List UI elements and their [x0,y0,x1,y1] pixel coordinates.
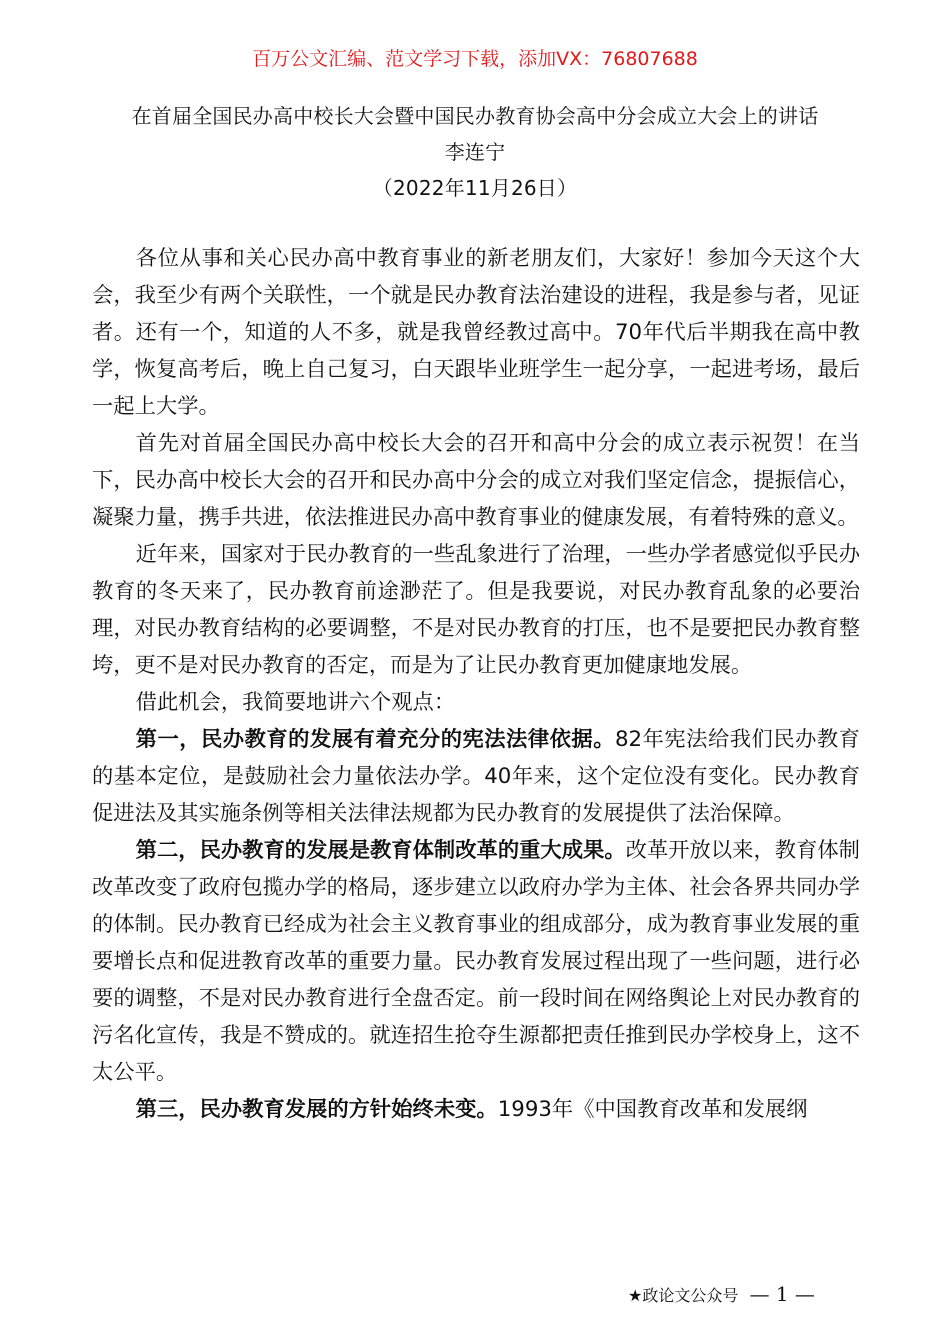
page-number-value: 1 [775,1282,789,1306]
paragraph-text: 近年来，国家对于民办教育的一些乱象进行了治理，一些办学者感觉似乎民办教育的冬天来了，民办教育前途渺茫了。但是我要说，对民办教育乱象的必要治理，对民办教育结构的必要调整，不是对民办教育的打压，也不是要把民办教育整垮，更不是对民办教育的否定，而是为了让民办教育更加健康地发展。 [92,542,860,678]
paragraph [92,240,860,425]
page-footer [628,1282,821,1308]
paragraph-text: 改革开放以来，教育体制改革改变了政府包揽办学的格局，逐步建立以政府办学为主体、社会各界共同办学的体制。民办教育已经成为社会主义教育事业的组成部分，成为教育事业发展的重要增长点和促进教育改革的重要力量。民办教育发展过程出现了一些问题，进行必要的调整，不是对民办教育进行全盘否定。前一段时间在网络舆论上对民办教育的污名化宣传，我是不赞成的。就连招生抢夺生源都把责任推到民办学校身上，这不太公平。 [92,838,860,1085]
speaker-name: 李连宁 [444,140,506,164]
paragraph-lead: 第一，民办教育的发展有着充分的宪法法律依据。 [135,727,615,752]
paragraph [92,1091,860,1128]
speech-date: （2022年11月26日） [372,176,578,200]
title-block [0,98,950,206]
paragraph [92,536,860,684]
paragraph [92,425,860,536]
paragraph-lead: 第三，民办教育发展的方针始终未变。 [135,1097,498,1122]
download-banner: 百万公文汇编、范文学习下载，添加VX：76807688 [252,48,698,70]
paragraph-text: 各位从事和关心民办高中教育事业的新老朋友们，大家好！参加今天这个大会，我至少有两个关联性，一个就是民办教育法治建设的进程，我是参与者，见证者。还有一个，知道的人不多，就是我曾经教过高中。70年代后半期我在高中教学，恢复高考后，晚上自己复习，白天跟毕业班学生一起分享，一起进考场，最后一起上大学。 [92,246,860,419]
paragraph-text: 首先对首届全国民办高中校长大会的召开和高中分会的成立表示祝贺！在当下，民办高中校长大会的召开和民办高中分会的成立对我们坚定信念，提振信心，凝聚力量，携手共进，依法推进民办高中教育事业的健康发展，有着特殊的意义。 [92,431,860,530]
paragraph [92,721,860,832]
page-number: — 1 — [749,1282,815,1306]
paragraph [92,832,860,1091]
speech-body [92,240,860,1128]
paragraph-text: 82年宪法给我们民办教育的基本定位，是鼓励社会力量依法办学。40年来，这个定位没有变化。民办教育促进法及其实施条例等相关法律法规都为民办教育的发展提供了法治保障。 [92,727,860,826]
paragraph-text: 借此机会，我简要地讲六个观点： [135,690,456,715]
footer-source: ★政论文公众号 [628,1286,739,1305]
paragraph [92,684,860,721]
paragraph-text: 1993年《中国教育改革和发展纲 [497,1097,808,1122]
speech-title: 在首届全国民办高中校长大会暨中国民办教育协会高中分会成立大会上的讲话 [131,104,819,128]
paragraph-lead: 第二，民办教育的发展是教育体制改革的重大成果。 [135,838,626,863]
